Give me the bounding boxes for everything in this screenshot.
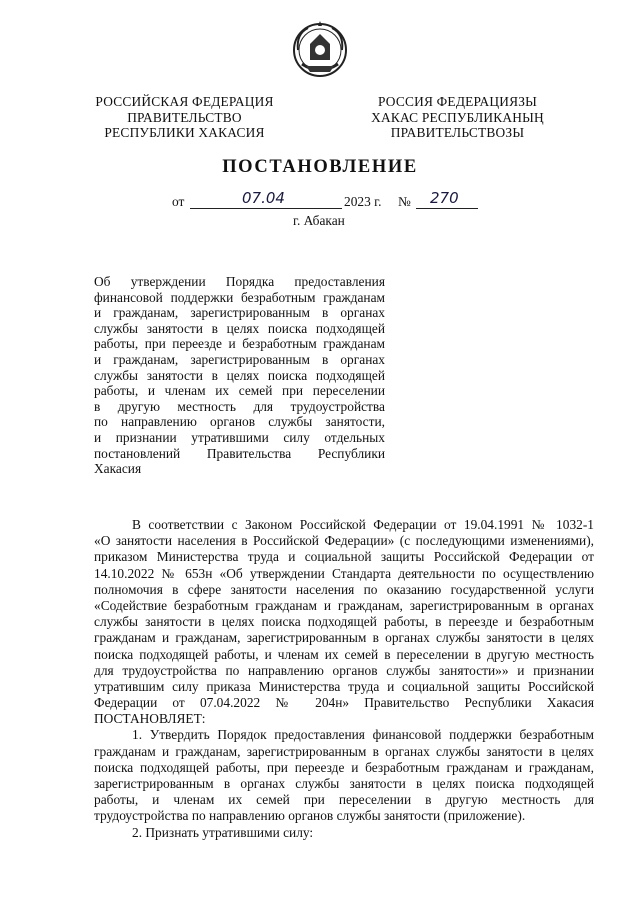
subject-line: в другую местность для трудоустройства (94, 398, 385, 414)
city: г. Абакан (293, 213, 345, 228)
header-right (355, 94, 560, 141)
header-left (82, 94, 287, 141)
number-value: 270 (430, 189, 459, 207)
subject-line: и гражданам, зарегистрированным в органах (94, 305, 385, 321)
body-line: 2. Признать утратившими силу: (132, 824, 314, 840)
body-line: поиска подходящей работы, и членам их семей в переселении в другую местность (94, 646, 594, 662)
number-sign: № (398, 194, 411, 209)
body-line: 1. Утвердить Порядок предоставления финансовой поддержки безработным (132, 727, 594, 743)
subject-line: и гражданам, зарегистрированным в органах (94, 351, 385, 367)
body-line: трудоустройства по направлению органов службы занятости (приложение). (94, 808, 526, 824)
body-line: зарегистрированным в органах службы занятости в целях поиска подходящей (94, 776, 594, 791)
subject-line: по направлению органов службы занятости, (94, 414, 385, 430)
document-title: ПОСТАНОВЛЕНИЕ (222, 157, 418, 177)
body-line: полномочия в сфере занятости населения по оказанию государственной услуги (94, 581, 594, 597)
body-line: Федерации от 07.04.2022 № 204н» Правительство Республики Хакасия (94, 695, 594, 711)
coat-of-arms-emblem (292, 20, 348, 84)
date-prefix: от (172, 194, 185, 209)
number-underline (416, 208, 478, 209)
body-line: ПОСТАНОВЛЯЕТ: (94, 711, 206, 727)
date-year: 2023 г. (344, 194, 382, 209)
body-line: гражданам и гражданам, зарегистрированным в органах службы занятости в целях (94, 630, 594, 646)
body-line: поиска подходящей работы, при переезде и безработным гражданам и гражданам, (94, 759, 594, 775)
body-line: В соответствии с Законом Российской Федерации от 19.04.1991 № 1032-1 (132, 517, 594, 532)
subject-line: Об утверждении Порядка предоставления (94, 274, 385, 289)
body-line: гражданам и гражданам, зарегистрированным в органах службы занятости в целях (94, 743, 594, 759)
header-right-line: РОССИЯ ФЕДЕРАЦИЯЗЫ (378, 94, 537, 109)
subject-line: службы занятости в целях поиска подходящей (94, 320, 385, 336)
subject-line: работы, и членам их семей при переселении (94, 383, 385, 399)
header-left-line: РОССИЙСКАЯ ФЕДЕРАЦИЯ (95, 94, 274, 109)
document-body (94, 517, 594, 841)
body-line: «О занятости населения в Российской Федерации» (с последующими изменениями), (94, 533, 594, 549)
header-right-line: ХАКАС РЕСПУБЛИКАНЫҢ (371, 109, 544, 125)
date-value: 07.04 (242, 189, 285, 207)
header-right-line: ПРАВИТЕЛЬСТВОЗЫ (390, 125, 525, 140)
subject-line: постановлений Правительства Республики (94, 445, 385, 461)
body-line: утратившим силу приказа Министерства труда и социальной защиты Российской (94, 678, 594, 694)
subject-line: и признании утратившими силу отдельных (94, 429, 385, 445)
body-line: работы, и членам их семей при переселении в другую местность для (94, 792, 594, 808)
body-line: службы занятости в целях поиска подходящей работы, в переезде и безработным (94, 614, 594, 630)
header-left-line: РЕСПУБЛИКИ ХАКАСИЯ (104, 125, 265, 140)
header-left-line: ПРАВИТЕЛЬСТВО (127, 109, 242, 125)
subject-line: Хакасия (94, 461, 142, 477)
subject-line: работы, при переезде и безработным гражданам (94, 336, 385, 352)
date-line (172, 189, 492, 212)
subject-line: службы занятости в целях поиска подходящей (94, 367, 385, 383)
body-line: для трудоустройства по направлению органов службы занятости»» и признании (94, 662, 594, 678)
body-line: «Содействие безработным гражданам и гражданам, зарегистрированным в органах (94, 597, 594, 613)
body-line: 14.10.2022 № 653н «Об утверждении Стандарта деятельности по осуществлению (94, 565, 594, 581)
body-line: приказом Министерства труда и социальной защиты Российской Федерации от (94, 549, 594, 565)
subject-line: финансовой поддержки безработным гражданам (94, 289, 385, 305)
date-underline (190, 208, 342, 209)
document-subject (94, 274, 385, 477)
